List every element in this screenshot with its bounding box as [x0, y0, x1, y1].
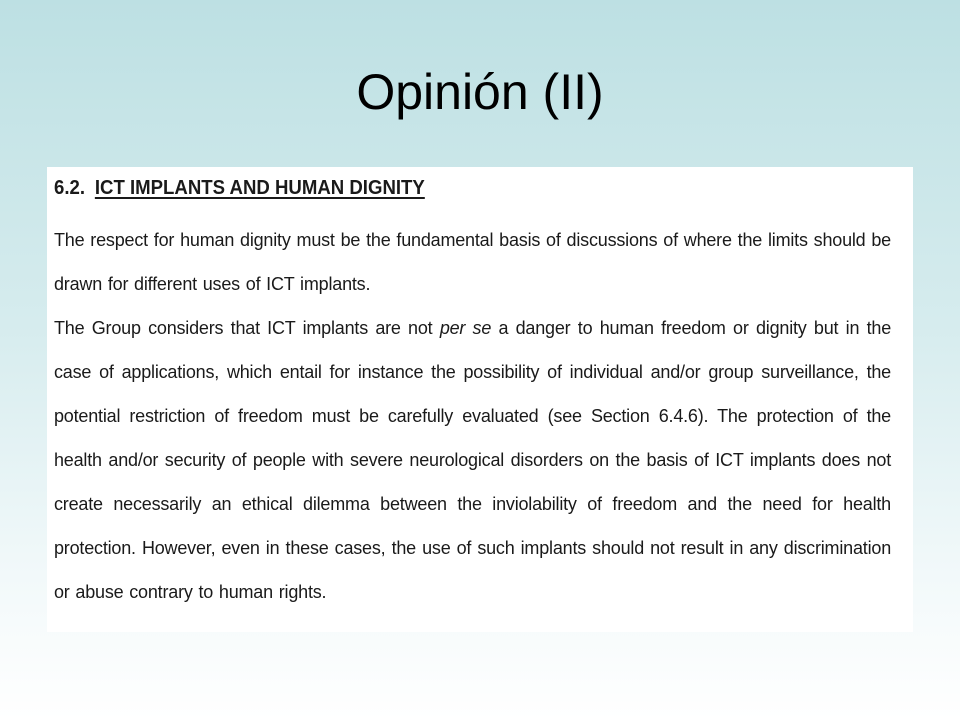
paragraph-2-part-1: The Group considers that ICT implants are not	[54, 318, 440, 338]
paragraph-2	[54, 306, 891, 614]
paragraph-2-italic: per se	[439, 318, 492, 338]
section-number: 6.2.	[54, 177, 86, 199]
paragraph-1: The respect for human dignity must be the fundamental basis of discussions of where the limits should be drawn for different uses of ICT implants.	[54, 230, 891, 294]
section-heading	[54, 173, 832, 203]
document-excerpt	[47, 167, 913, 632]
slide-title: Opinión (II)	[356, 64, 604, 120]
paragraph-2-part-2: a danger to human freedom or dignity but in the case of applications, which entail for instance the possibility of individual and/or group surveillance, the potential restriction of freedom must be carefully evaluated (see Section 6.4.6). The protection of the health and/or security of people with severe neurological disorders on the basis of ICT implants does not create necessarily an ethical dilemma between the inviolability of freedom and the need for health protection. However, even in these cases, the use of such implants should not result in any discrimination or abuse contrary to human rights.	[54, 318, 892, 602]
section-heading-text: ICT IMPLANTS AND HUMAN DIGNITY	[94, 177, 425, 199]
